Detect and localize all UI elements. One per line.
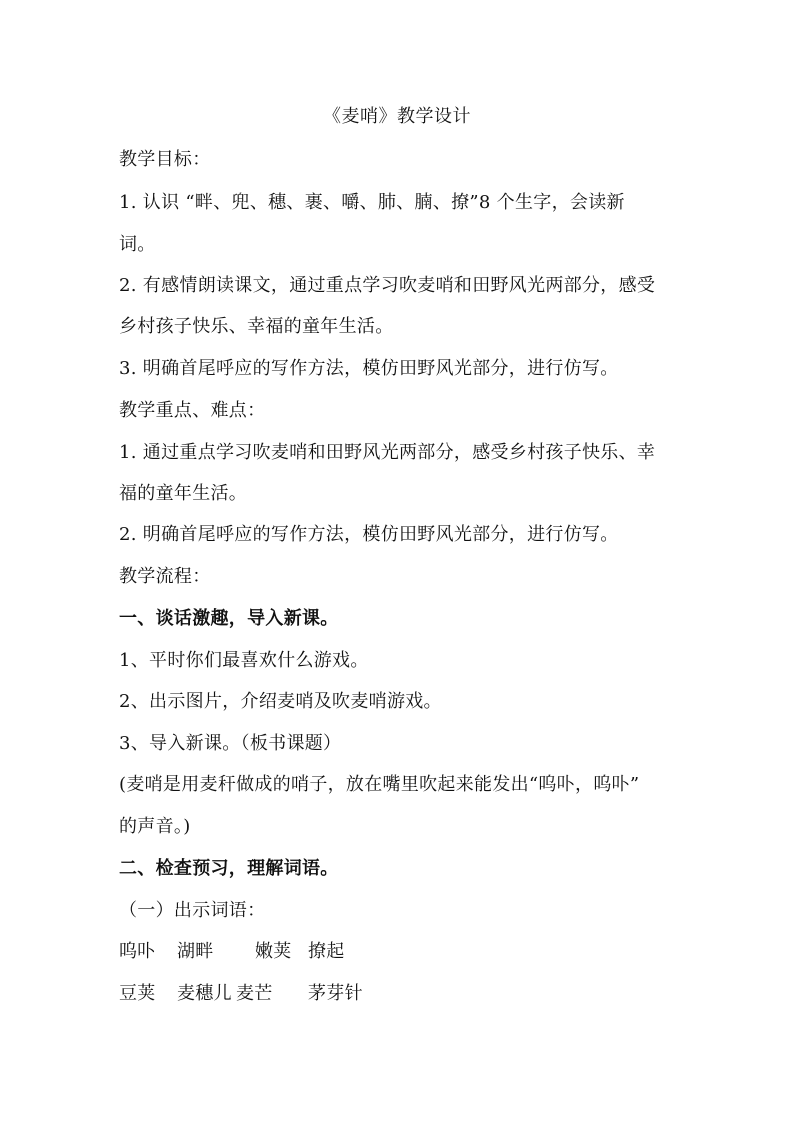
process-heading: 教学流程：: [119, 566, 211, 587]
word-item: 麦穗儿: [177, 983, 232, 1004]
word-item: 嫩荚: [255, 941, 292, 962]
key-point-1-line-1: 1. 通过重点学习吹麦哨和田野风光两部分，感受乡村孩子快乐、幸: [119, 442, 656, 463]
word-item: 茅芽针: [308, 983, 363, 1004]
objectives-heading: 教学目标：: [119, 149, 211, 170]
section-1-heading: 一、谈话激趣，导入新课。: [119, 608, 339, 629]
section-1-note-line-2: 的声音。): [119, 816, 191, 837]
section-1-item-3: 3、导入新课。（板书课题）: [119, 733, 342, 754]
section-2-heading: 二、检查预习，理解词语。: [119, 858, 339, 879]
objective-3: 3. 明确首尾呼应的写作方法，模仿田野风光部分，进行仿写。: [119, 358, 619, 379]
section-1-item-2: 2、出示图片，介绍麦哨及吹麦哨游戏。: [119, 691, 442, 712]
section-1-item-1: 1、平时你们最喜欢什么游戏。: [119, 650, 369, 671]
key-points-heading: 教学重点、难点：: [119, 400, 266, 421]
key-point-2: 2. 明确首尾呼应的写作方法，模仿田野风光部分，进行仿写。: [119, 524, 619, 545]
section-2-sub-1: （一）出示词语：: [119, 900, 266, 921]
key-point-1-line-2: 福的童年生活。: [119, 483, 248, 504]
document-title: 《麦哨》教学设计: [323, 106, 471, 127]
word-item: 湖畔: [177, 941, 214, 962]
objective-2-line-1: 2. 有感情朗读课文，通过重点学习吹麦哨和田野风光两部分，感受: [119, 275, 656, 296]
objective-1-line-1: 1. 认识 “畔、兜、穗、裹、嚼、肺、腩、撩”8 个生字，会读新: [119, 192, 625, 213]
section-1-note-line-1: (麦哨是用麦秆做成的哨子，放在嘴里吹起来能发出“呜卟，呜卟”: [119, 774, 640, 795]
word-item: 麦芒: [236, 983, 273, 1004]
word-item: 撩起: [308, 941, 345, 962]
word-item: 豆荚: [119, 983, 156, 1004]
objective-1-line-2: 词。: [119, 234, 156, 255]
objective-2-line-2: 乡村孩子快乐、幸福的童年生活。: [119, 316, 394, 337]
word-item: 呜卟: [119, 941, 156, 962]
